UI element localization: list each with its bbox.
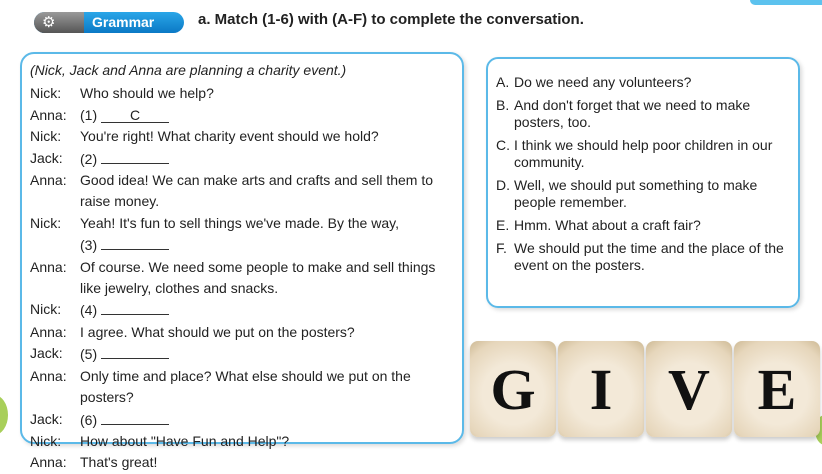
dialogue-line: [30, 366, 462, 409]
option-letter: A.: [496, 74, 510, 90]
line-body: [80, 452, 157, 473]
line-body: [80, 105, 169, 126]
dialogue-line: [30, 148, 462, 170]
speaker-name: Jack:: [30, 345, 63, 362]
letter-block: I: [558, 341, 644, 437]
option-letter: C.: [496, 137, 510, 153]
blank-number: (5): [80, 346, 98, 363]
blank-number: (2): [80, 150, 98, 167]
option-item: [496, 177, 790, 211]
line-text: Who should we help?: [80, 85, 214, 102]
decorative-circle: [0, 395, 8, 435]
line-text: Yeah! It's fun to sell things we've made. By the way,: [80, 214, 399, 231]
line-text: You're right! What charity event should we hold?: [80, 128, 379, 145]
blank-number: (1): [80, 106, 98, 123]
speaker-name: Jack:: [30, 149, 63, 166]
answer-blank[interactable]: [101, 148, 169, 164]
options-box: [486, 57, 800, 308]
dialogue-line: [30, 126, 462, 147]
line-text: Only time and place? What else should we put on the posters?: [80, 367, 411, 406]
speaker-name: Jack:: [30, 410, 63, 427]
dialogue-line: [30, 452, 462, 473]
letter-block: E: [734, 341, 820, 437]
badge-icon-area: [34, 12, 84, 33]
line-body: [80, 431, 289, 452]
option-letter: B.: [496, 97, 510, 113]
line-body: [80, 170, 433, 213]
dialogue-line: [30, 105, 462, 126]
dialogue-line: [30, 213, 462, 257]
answer-blank[interactable]: [101, 409, 169, 425]
dialogue-line: [30, 343, 462, 365]
dialogue-intro: (Nick, Jack and Anna are planning a charity event.): [30, 62, 347, 78]
line-body: [80, 257, 435, 300]
line-body: [80, 366, 462, 409]
answer-blank[interactable]: [101, 343, 169, 359]
give-blocks-image: [470, 341, 822, 437]
option-item: [496, 74, 790, 91]
speaker-name: Nick:: [30, 432, 62, 449]
line-continuation: raise money.: [80, 193, 160, 210]
line-body: [80, 409, 169, 431]
line-body: [80, 83, 214, 104]
option-item: [496, 240, 790, 274]
dialogue-line: [30, 322, 462, 343]
dialogue-line: [30, 431, 462, 452]
speaker-name: Anna:: [30, 454, 67, 471]
speaker-name: Anna:: [30, 172, 67, 189]
speaker-name: Nick:: [30, 214, 62, 231]
top-accent-bar: [750, 0, 822, 5]
option-item: [496, 97, 790, 131]
gear-icon: ⚙: [42, 14, 56, 31]
option-text: Hmm. What about a craft fair?: [514, 217, 701, 233]
option-text: I think we should help poor children in our community.: [514, 137, 773, 170]
option-letter: E.: [496, 217, 510, 233]
dialogue-line: [30, 170, 462, 213]
dialogue-line: [30, 257, 462, 300]
option-text: And don't forget that we need to make posters, too.: [514, 97, 751, 130]
badge-label: Grammar: [92, 14, 155, 30]
letter-block: V: [646, 341, 732, 437]
line-text: Of course. We need some people to make and sell things: [80, 258, 436, 275]
speaker-name: Anna:: [30, 367, 67, 384]
blank-number: (6): [80, 411, 98, 428]
line-text: How about "Have Fun and Help"?: [80, 432, 290, 449]
speaker-name: Nick:: [30, 85, 62, 102]
line-text: That's great!: [80, 454, 158, 471]
line-body: [80, 213, 399, 257]
line-body: [80, 299, 169, 321]
blank-number: (4): [80, 302, 98, 319]
speaker-name: Anna:: [30, 106, 67, 123]
dialogue-line: [30, 409, 462, 431]
grammar-badge: [34, 12, 184, 33]
line-text: I agree. What should we put on the posters?: [80, 323, 355, 340]
line-body: [80, 148, 169, 170]
option-letter: F.: [496, 240, 507, 256]
speaker-name: Anna:: [30, 323, 67, 340]
option-text: Do we need any volunteers?: [514, 74, 692, 90]
line-continuation: like jewelry, clothes and snacks.: [80, 280, 279, 297]
blank-number: (3): [80, 237, 98, 254]
dialogue-box: [20, 52, 464, 471]
speaker-name: Anna:: [30, 258, 67, 275]
option-text: We should put the time and the place of the event on the posters.: [514, 240, 784, 273]
option-item: [496, 217, 790, 234]
line-text: Good idea! We can make arts and crafts and sell them to: [80, 172, 434, 189]
option-item: [496, 137, 790, 171]
answer-blank[interactable]: [101, 234, 169, 250]
line-body: [80, 126, 379, 147]
answer-blank[interactable]: C: [101, 107, 169, 123]
line-body: [80, 343, 169, 365]
dialogue-line: [30, 83, 462, 104]
option-text: Well, we should put something to make people remember.: [514, 177, 758, 210]
exercise-instruction: a. Match (1-6) with (A-F) to complete the conversation.: [198, 11, 584, 28]
letter-block: G: [470, 341, 556, 437]
speaker-name: Nick:: [30, 301, 62, 318]
line-body: [80, 322, 355, 343]
answer-blank[interactable]: [101, 299, 169, 315]
speaker-name: Nick:: [30, 128, 62, 145]
option-letter: D.: [496, 177, 510, 193]
dialogue-line: [30, 299, 462, 321]
